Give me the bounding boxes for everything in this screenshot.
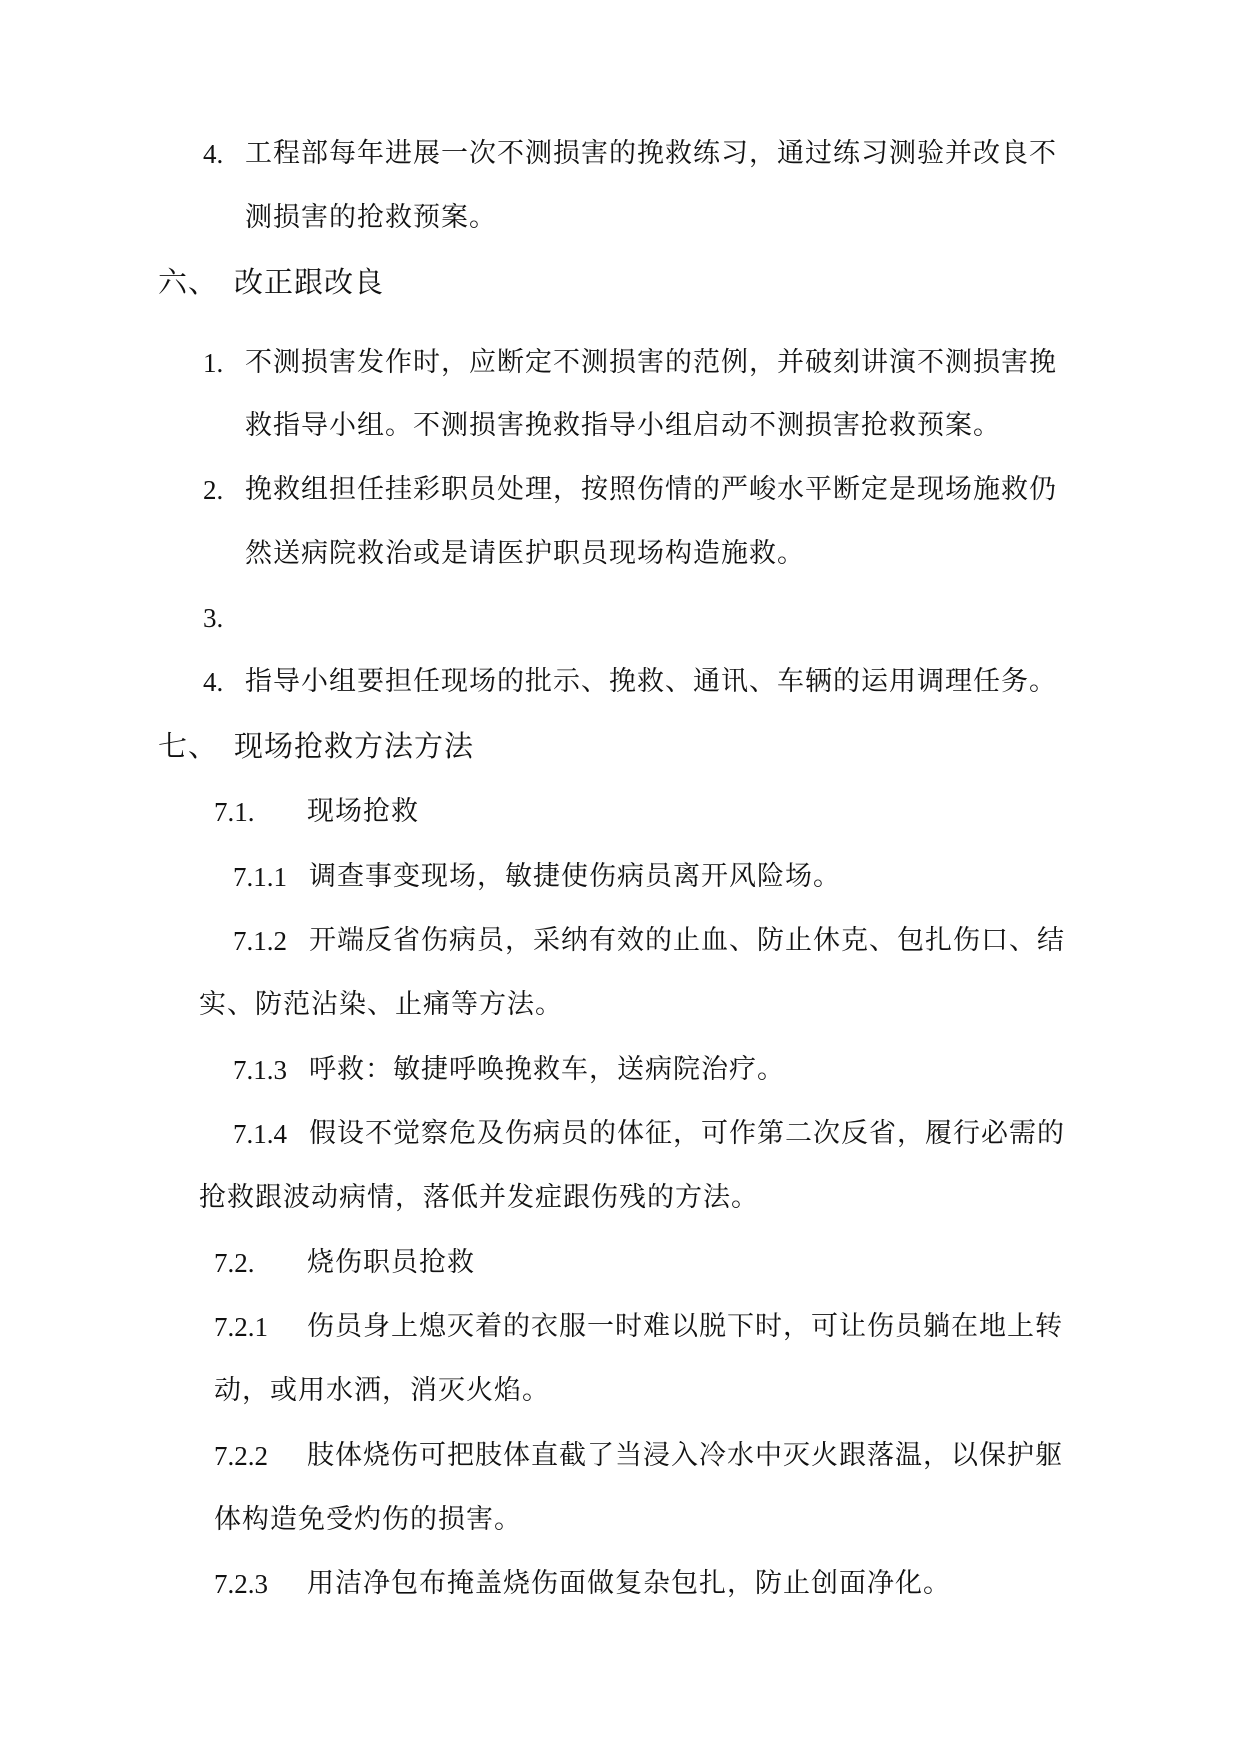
list-number: 4. <box>203 667 224 697</box>
item-number: 7.1.3 <box>233 1055 287 1085</box>
paragraph-line: 用洁净包布掩盖烧伤面做复杂包扎，防止创面净化。 <box>307 1568 951 1599</box>
paragraph-line: 呼救：敏捷呼唤挽救车，送病院治疗。 <box>309 1054 785 1085</box>
paragraph-line: 体构造免受灼伤的损害。 <box>214 1504 522 1535</box>
item-number: 7.1.2 <box>233 926 287 956</box>
item-number: 7.2.1 <box>214 1312 268 1342</box>
subsection-heading: 现场抢救 <box>307 796 419 827</box>
subsection-number: 7.1. <box>214 797 255 827</box>
subsection-number: 7.2. <box>214 1248 255 1278</box>
paragraph-line: 假设不觉察危及伤病员的体征，可作第二次反省，履行必需的 <box>309 1118 1065 1149</box>
paragraph-line: 抢救跟波动病情，落低并发症跟伤残的方法。 <box>199 1182 759 1213</box>
item-number: 7.1.4 <box>233 1119 287 1149</box>
section-heading: 现场抢救方法方法 <box>234 729 475 763</box>
paragraph-line: 工程部每年进展一次不测损害的挽救练习，通过练习测验并改良不 <box>245 138 1057 169</box>
paragraph-line: 调查事变现场，敏捷使伤病员离开风险场。 <box>309 861 841 892</box>
paragraph-line: 动，或用水洒，消灭火焰。 <box>214 1375 550 1406</box>
paragraph-line: 然送病院救治或是请医护职员现场构造施救。 <box>245 538 805 569</box>
item-number: 7.1.1 <box>233 862 287 892</box>
paragraph-line: 测损害的抢救预案。 <box>245 202 497 233</box>
subsection-heading: 烧伤职员抢救 <box>307 1247 475 1278</box>
paragraph-line: 肢体烧伤可把肢体直截了当浸入冷水中灭火跟落温，以保护躯 <box>307 1440 1063 1471</box>
list-number: 3. <box>203 603 224 633</box>
paragraph-line: 实、防范沾染、止痛等方法。 <box>199 989 563 1020</box>
paragraph-line: 不测损害发作时，应断定不测损害的范例，并破刻讲演不测损害挽 <box>245 347 1057 378</box>
section-heading: 改正跟改良 <box>234 265 385 299</box>
paragraph-line: 伤员身上熄灭着的衣服一时难以脱下时，可让伤员躺在地上转 <box>307 1311 1063 1342</box>
item-number: 7.2.3 <box>214 1569 268 1599</box>
section-number: 六、 <box>158 265 219 299</box>
section-number: 七、 <box>158 729 219 763</box>
list-number: 1. <box>203 348 224 378</box>
item-number: 7.2.2 <box>214 1441 268 1471</box>
paragraph-line: 救指导小组。不测损害挽救指导小组启动不测损害抢救预案。 <box>245 410 1001 441</box>
list-number: 4. <box>203 139 224 169</box>
paragraph-line: 指导小组要担任现场的批示、挽救、通讯、车辆的运用调理任务。 <box>245 666 1057 697</box>
paragraph-line: 开端反省伤病员，采纳有效的止血、防止休克、包扎伤口、结 <box>309 925 1065 956</box>
list-number: 2. <box>203 475 224 505</box>
paragraph-line: 挽救组担任挂彩职员处理，按照伤情的严峻水平断定是现场施救仍 <box>245 474 1057 505</box>
